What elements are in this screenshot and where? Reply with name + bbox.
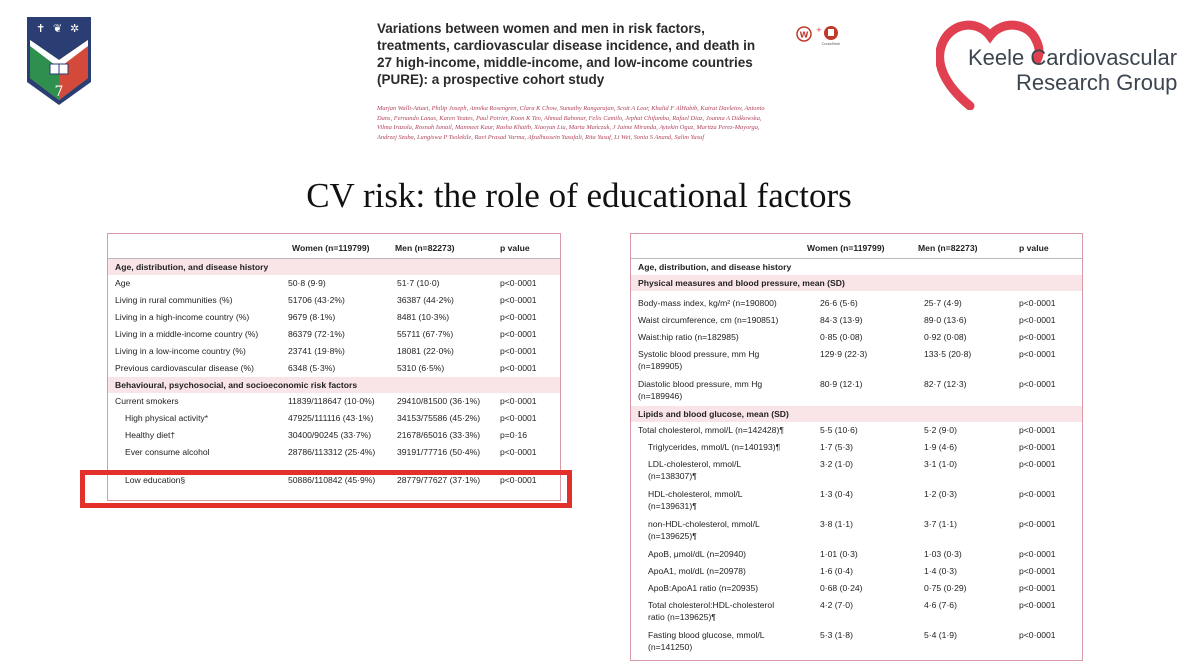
table-header-row — [108, 234, 560, 259]
table-row: Waist circumference, cm (n=190851) 84·3 (13·9) 89·0 (13·6) p<0·0001 — [638, 315, 1056, 325]
table-row: High physical activity* 47925/111116 (43·1%) 34153/75586 (45·2%) p<0·0001 — [125, 413, 537, 423]
table-row: non-HDL-cholesterol, mmol/L (n=139625)¶ 3·8 (1·1) 3·7 (1·1) p<0·0001 — [648, 519, 1056, 541]
right-results-table — [630, 233, 1083, 661]
row-label: Fasting blood glucose, mmol/L (n=141250) — [648, 630, 765, 652]
table-row: HDL-cholesterol, mmol/L (n=139631)¶ 1·3 (0·4) 1·2 (0·3) p<0·0001 — [648, 489, 1056, 511]
section-heading: Physical measures and blood pressure, mean (SD) — [631, 275, 1082, 291]
table-row: Living in a low-income country (%) 23741 (19·8%) 18081 (22·0%) p<0·0001 — [115, 346, 537, 356]
svg-text:W: W — [799, 30, 809, 40]
table-row: Systolic blood pressure, mm Hg (n=189905) 129·9 (22·3) 133·5 (20·8) p<0·0001 — [638, 349, 1056, 371]
crest-number: 7 — [54, 84, 64, 100]
table-row: Triglycerides, mmol/L (n=140193)¶ 1·7 (5·3) 1·9 (4·6) p<0·0001 — [648, 442, 1056, 452]
table-row: Age 50·8 (9·9) 51·7 (10·0) p<0·0001 — [115, 278, 537, 288]
svg-text:+: + — [816, 26, 822, 34]
paper-title: Variations between women and men in risk factors, treatments, cardiovascular disease incidence, and death in 27 high-income, middle-income, and low-income countries (PURE): a prospective cohort study — [377, 21, 756, 87]
table-row: Previous cardiovascular disease (%) 6348 (5·3%) 5310 (6·5%) p<0·0001 — [115, 363, 537, 373]
table-row: LDL-cholesterol, mmol/L (n=138307)¶ 3·2 (1·0) 3·1 (1·0) p<0·0001 — [648, 459, 1056, 481]
svg-text:❦: ❦ — [53, 22, 63, 35]
svg-text:✲: ✲ — [70, 22, 80, 35]
table-row: Living in a middle-income country (%) 86379 (72·1%) 55711 (67·7%) p<0·0001 — [115, 329, 537, 339]
logo-text-line1: Keele Cardiovascular — [968, 45, 1178, 70]
table-row: Ever consume alcohol 28786/113312 (25·4%) 39191/77716 (50·4%) p<0·0001 — [125, 447, 537, 457]
paper-authors: Marjan Walli-Attaei, Philip Joseph, Annika Rosengren, Clara K Chow, Sumathy Rangarajan, Scott A Lear, Khalid F AlHabib, Kairat Davletov, Antonio Dans, Fernando Lanas, Karen Yeates, Paul Poirier, Koon K Teo, Ahmad Bahonar, Felix Camilo, Jephat Chifamba, Rafael Diaz, Joanna A Didkowska, Vilma Irazola, Rosnah Ismail, Manmeet Kaur, Rasha Khatib, Xiaoyun Liu, Marta Mańczuk, J Jaime Miranda, Aytekin Oguz, Maritza Perez-Mayorga, Andrzej Szuba, Lungiswa P Tsolekile, Ravi Prasad Varma, Afzalhussein Yusufali, Rita Yusuf, Li Wei, Sonia S Anand, Salim Yusuf — [377, 105, 765, 141]
table-row: Total cholesterol:HDL-cholesterol ratio (n=139625)¶ 4·2 (7·0) 4·6 (7·6) p<0·0001 — [648, 600, 1056, 622]
header-men: Men (n=82273) — [395, 243, 455, 253]
logo-text-line2: Research Group — [1016, 70, 1178, 95]
article-badges[interactable] — [796, 24, 842, 46]
table-row: ApoA1, mol/dL (n=20978) 1·6 (0·4) 1·4 (0·3) p<0·0001 — [648, 566, 1056, 576]
section-heading: Behavioural, psychosocial, and socioeconomic risk factors — [108, 377, 560, 393]
row-label: non-HDL-cholesterol, mmol/L (n=139625)¶ — [648, 519, 760, 541]
row-label: LDL-cholesterol, mmol/L (n=138307)¶ — [648, 459, 742, 481]
slide-heading: CV risk: the role of educational factors — [306, 176, 852, 215]
row-label: Diastolic blood pressure, mm Hg (n=189946) — [638, 379, 763, 401]
header-women: Women (n=119799) — [807, 243, 885, 253]
highlight-box — [80, 470, 572, 508]
university-crest-logo — [26, 16, 92, 106]
header-p-value: p value — [1019, 243, 1049, 253]
table-row: Living in rural communities (%) 51706 (43·2%) 36387 (44·2%) p<0·0001 — [115, 295, 537, 305]
row-label: HDL-cholesterol, mmol/L (n=139631)¶ — [648, 489, 743, 511]
table-row: ApoB:ApoA1 ratio (n=20935) 0·68 (0·24) 0·75 (0·29) p<0·0001 — [648, 583, 1056, 593]
row-label: Total cholesterol:HDL-cholesterol ratio (n=139625)¶ — [648, 600, 775, 622]
table-header-row — [631, 234, 1082, 259]
crossmark-label: CrossMark — [821, 42, 841, 46]
table-row: Total cholesterol, mmol/L (n=142428)¶ 5·5 (10·6) 5·2 (9·0) p<0·0001 — [638, 425, 1056, 435]
table-row: Living in a high-income country (%) 9679 (8·1%) 8481 (10·3%) p<0·0001 — [115, 312, 537, 322]
header-p-value: p value — [500, 243, 530, 253]
table-row: ApoB, μmol/dL (n=20940) 1·01 (0·3) 1·03 (0·3) p<0·0001 — [648, 549, 1056, 559]
table-row: Current smokers 11839/118647 (10·0%) 29410/81500 (36·1%) p<0·0001 — [115, 396, 537, 406]
header-women: Women (n=119799) — [292, 243, 370, 253]
table-row: Diastolic blood pressure, mm Hg (n=189946) 80·9 (12·1) 82·7 (12·3) p<0·0001 — [638, 379, 1056, 401]
section-heading: Age, distribution, and disease history — [631, 259, 1082, 275]
svg-text:✝: ✝ — [36, 22, 46, 35]
table-row: Fasting blood glucose, mmol/L (n=141250) 5·3 (1·8) 5·4 (1·9) p<0·0001 — [648, 630, 1056, 652]
header-men: Men (n=82273) — [918, 243, 978, 253]
section-heading: Age, distribution, and disease history — [108, 259, 560, 275]
table-row: Body-mass index, kg/m² (n=190800) 26·6 (5·6) 25·7 (4·9) p<0·0001 — [638, 298, 1056, 308]
row-label: Systolic blood pressure, mm Hg (n=189905) — [638, 349, 760, 371]
section-heading: Lipids and blood glucose, mean (SD) — [631, 406, 1082, 422]
highlighted-table-row: Low education§ 50886/110842 (45·9%) 28779/77627 (37·1%) p<0·0001 — [125, 475, 537, 485]
table-row: Healthy diet† 30400/90245 (33·7%) 21678/65016 (33·3%) p=0·16 — [125, 430, 527, 440]
left-results-table — [107, 233, 561, 501]
table-row: Waist:hip ratio (n=182985) 0·85 (0·08) 0·92 (0·08) p<0·0001 — [638, 332, 1056, 342]
